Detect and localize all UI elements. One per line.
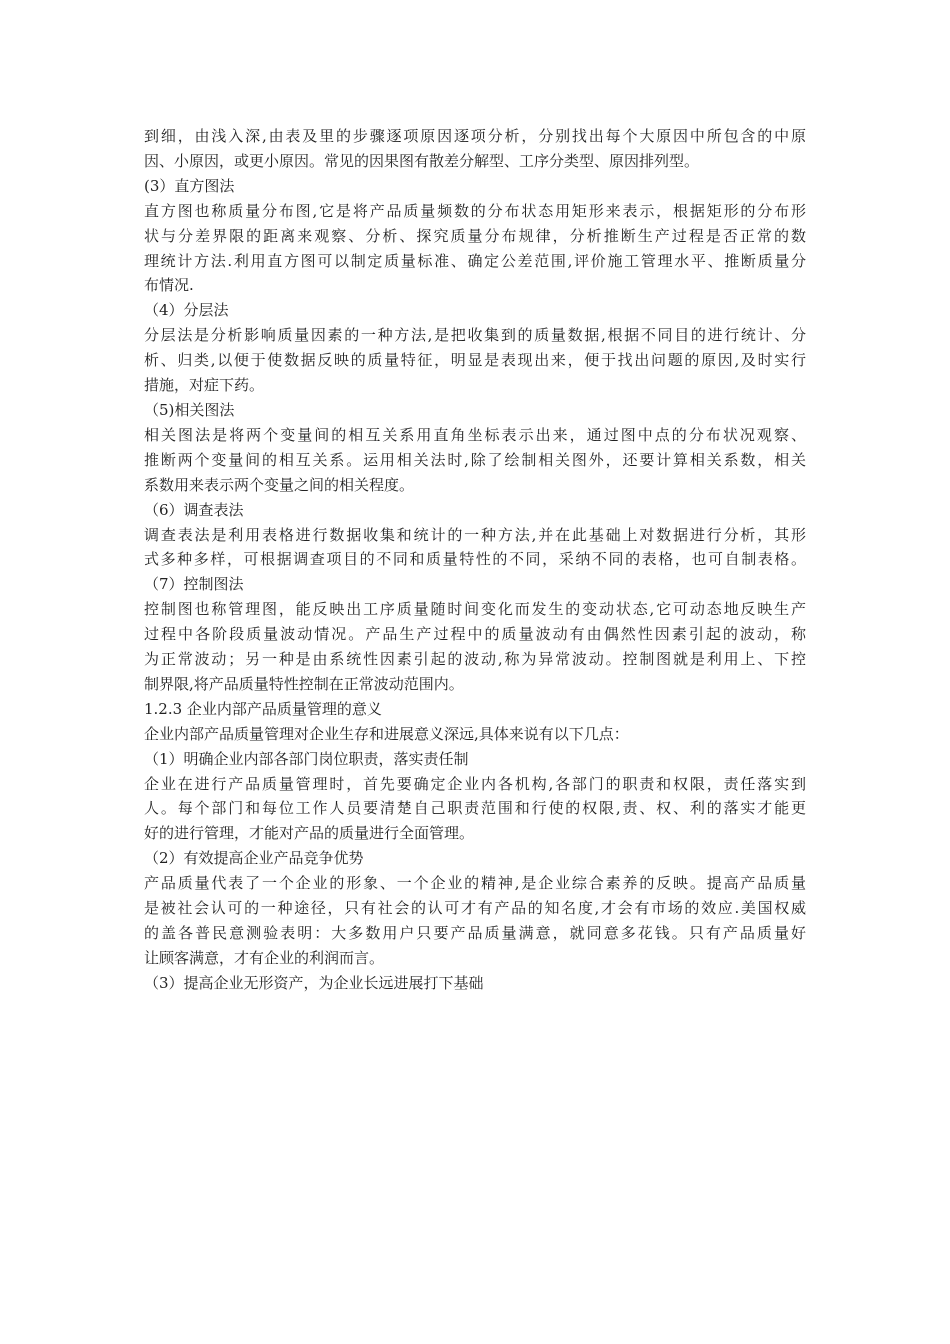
text-line: 过程中各阶段质量波动情况。产品生产过程中的质量波动有由偶然性因素引起的波动，称: [144, 625, 806, 644]
section-heading: （1）明确企业内部各部门岗位职责，落实责任制: [144, 749, 469, 768]
text-line: 布情况.: [144, 276, 194, 295]
section-heading: 1.2.3 企业内部产品质量管理的意义: [144, 699, 382, 718]
section-heading: （5)相关图法: [144, 400, 235, 419]
text-line: 到细，由浅入深,由表及里的步骤逐项原因逐项分析，分别找出每个大原因中所包含的中原: [144, 127, 806, 145]
section-heading: (3）直方图法: [144, 176, 235, 195]
section-heading: （6）调查表法: [144, 500, 244, 519]
text-line: 制界限,将产品质量特性控制在正常波动范围内。: [144, 674, 464, 693]
text-line: 相关图法是将两个变量间的相互关系用直角坐标表示出来，通过图中点的分布状况观察、: [144, 425, 806, 444]
text-line: 分层法是分析影响质量因素的一种方法,是把收集到的质量数据,根据不同目的进行统计、分: [144, 326, 806, 345]
text-line: 状与分差界限的距离来观察、分析、探究质量分布规律，分析推断生产过程是否正常的数: [144, 226, 806, 245]
text-line: 是被社会认可的一种途径，只有社会的认可才有产品的知名度,才会有市场的效应.美国权威: [144, 899, 806, 918]
text-line: 控制图也称管理图，能反映出工序质量随时间变化而发生的变动状态,它可动态地反映生产: [144, 600, 806, 619]
text-line: 为正常波动；另一种是由系统性因素引起的波动,称为异常波动。控制图就是利用上、下控: [144, 650, 806, 669]
section-heading: （3）提高企业无形资产，为企业长远进展打下基础: [144, 973, 484, 992]
text-line: 调查表法是利用表格进行数据收集和统计的一种方法,并在此基础上对数据进行分析，其形: [144, 525, 806, 544]
text-line: 企业内部产品质量管理对企业生存和进展意义深远,具体来说有以下几点：: [144, 724, 629, 743]
section-heading: （4）分层法: [144, 301, 229, 320]
text-line: 直方图也称质量分布图,它是将产品质量频数的分布状态用矩形来表示，根据矩形的分布形: [144, 201, 806, 220]
text-line: 析、归类,以便于使数据反映的质量特征，明显是表现出来，便于找出问题的原因,及时实行: [144, 351, 806, 370]
text-line: 因、小原因，或更小原因。常见的因果图有散差分解型、工序分类型、原因排列型。: [144, 151, 700, 170]
section-heading: （7）控制图法: [144, 575, 244, 594]
text-line: 措施，对症下药。: [144, 376, 265, 395]
text-line: 的盖各普民意测验表明：大多数用户只要产品质量满意，就同意多花钱。只有产品质量好: [144, 924, 806, 942]
text-line: 让顾客满意，才有企业的利润而言。: [144, 948, 385, 967]
text-line: 推断两个变量间的相互关系。运用相关法时,除了绘制相关图外，还要计算相关系数，相关: [144, 450, 806, 469]
text-line: 产品质量代表了一个企业的形象、一个企业的精神,是企业综合素养的反映。提高产品质量: [144, 874, 806, 893]
text-line: 好的进行管理，才能对产品的质量进行全面管理。: [144, 824, 475, 843]
section-heading: （2）有效提高企业产品竞争优势: [144, 849, 364, 868]
text-line: 系数用来表示两个变量之间的相关程度。: [144, 475, 415, 494]
text-line: 式多种多样，可根据调查项目的不同和质量特性的不同，采纳不同的表格，也可自制表格。: [144, 550, 806, 569]
text-line: 人。每个部门和每位工作人员要清楚自己职责范围和行使的权限,责、权、利的落实才能更: [144, 799, 806, 818]
text-line: 理统计方法.利用直方图可以制定质量标准、确定公差范围,评价施工管理水平、推断质量分: [144, 251, 806, 270]
document-page: [144, 124, 806, 996]
text-line: 企业在进行产品质量管理时，首先要确定企业内各机构,各部门的职责和权限，责任落实到: [144, 774, 806, 793]
